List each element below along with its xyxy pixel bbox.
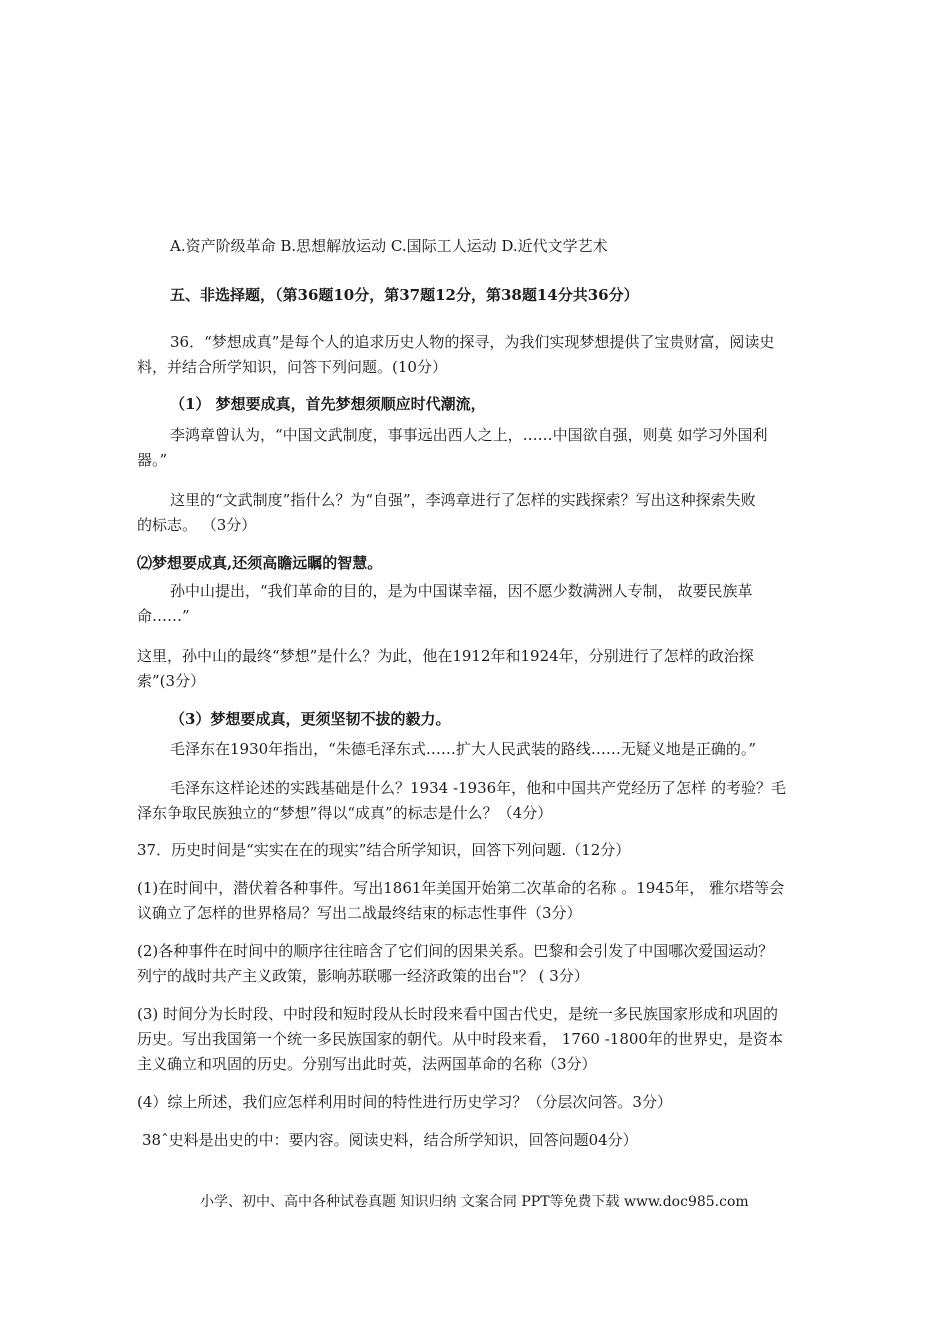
- q36-part3-quote-line1: 毛泽东在1930年指出，“朱德毛泽东式……扩大人民武装的路线……无疑义地是正确的。”: [170, 740, 757, 758]
- q37-part3-line3: 主义确立和巩固的历史。分别写出此时英，法两国革命的名称（3分）: [137, 1055, 597, 1073]
- q36-part2-question-line2: 索”(3分）: [137, 672, 206, 690]
- q37-part1-line2: 议确立了怎样的世界格局？写出二战最终结束的标志性事件（3分）: [137, 904, 582, 922]
- q36-part3-question-line2: 泽东争取民族独立的“梦想”得以“成真”的标志是什么？（4分）: [137, 804, 553, 822]
- q36-intro-line2: 料，并结合所学知识，问答下列问题。(10分）: [137, 358, 447, 376]
- q36-part1-question-line1: 这里的“文武制度”指什么？为“自强”，李鸿章进行了怎样的实践探索？写出这种探索失败: [170, 491, 756, 509]
- q36-part2-question-line1: 这里，孙中山的最终“梦想”是什么？为此，他在1912年和1924年，分别进行了怎样的政治探: [137, 647, 754, 665]
- q37-intro: 37．历史时间是“实实在在的现实”结合所学知识，回答下列问题.（12分）: [137, 841, 631, 859]
- q36-part1-quote-line2: 器。”: [137, 451, 168, 469]
- q36-part3-question-line1: 毛泽东这样论述的实践基础是什么？1934 -1936年，他和中国共产党经历了怎样 的考验？毛: [170, 779, 786, 797]
- q36-part2-heading: ⑵梦想要成真,还须高瞻远瞩的智慧。: [137, 554, 383, 572]
- page-footer: 小学、初中、高中各种试卷真题 知识归纳 文案合同 PPT等免费下载 www.doc985.com: [200, 1194, 749, 1210]
- q36-part3-heading: （3）梦想要成真，更须坚韧不拔的毅力。: [170, 710, 451, 728]
- options-line: A.资产阶级革命 B.思想解放运动 C.国际工人运动 D.近代文学艺术: [170, 237, 608, 255]
- q38-intro: 38ˆ史料是出史的中：要内容。阅读史料，结合所学知识，回答问题04分）: [142, 1131, 638, 1149]
- q36-part1-heading: （1） 梦想要成真，首先梦想须顺应时代潮流，: [170, 395, 486, 413]
- section-header: 五、非选择题，（第36题10分，第37题12分，第38题14分共36分）: [170, 286, 639, 304]
- q37-part4: (4）综上所述，我们应怎样利用时间的特性进行历史学习？（分层次问答。3分）: [137, 1093, 672, 1111]
- q37-part2-line1: (2)各种事件在时间中的顺序往往暗含了它们间的因果关系。巴黎和会引发了中国哪次爱国运动？: [137, 942, 774, 960]
- q36-part1-quote-line1: 李鸿章曾认为，“中国文武制度，事事远出西人之上，……中国欲自强，则莫 如学习外国利: [170, 426, 768, 444]
- q37-part2-line2: 列宁的战时共产主义政策，影响苏联哪一经济政策的出台"？ ( 3分）: [137, 967, 589, 985]
- q36-part2-quote-line1: 孙中山提出，“我们革命的目的，是为中国谋幸福，因不愿少数满洲人专制， 故要民族革: [170, 582, 753, 600]
- q37-part3-line1: (3) 时间分为长时段、中时段和短时段从长时段来看中国古代史，是统一多民族国家形成和巩固的: [137, 1005, 779, 1023]
- q36-part2-quote-line2: 命……”: [137, 607, 190, 625]
- q36-part1-question-line2: 的标志。 （3分）: [137, 516, 257, 534]
- q37-part3-line2: 历史。写出我国第一个统一多民族国家的朝代。从中时段来看， 1760 -1800年的世界史，是资本: [137, 1030, 783, 1048]
- q36-intro-line1: 36．“梦想成真”是每个人的追求历史人物的探寻，为我们实现梦想提供了宝贵财富，阅读史: [170, 333, 775, 351]
- q37-part1-line1: (1)在时间中，潜伏着各种事件。写出1861年美国开始第二次革命的名称 。1945年， 雅尔塔等会: [137, 879, 785, 897]
